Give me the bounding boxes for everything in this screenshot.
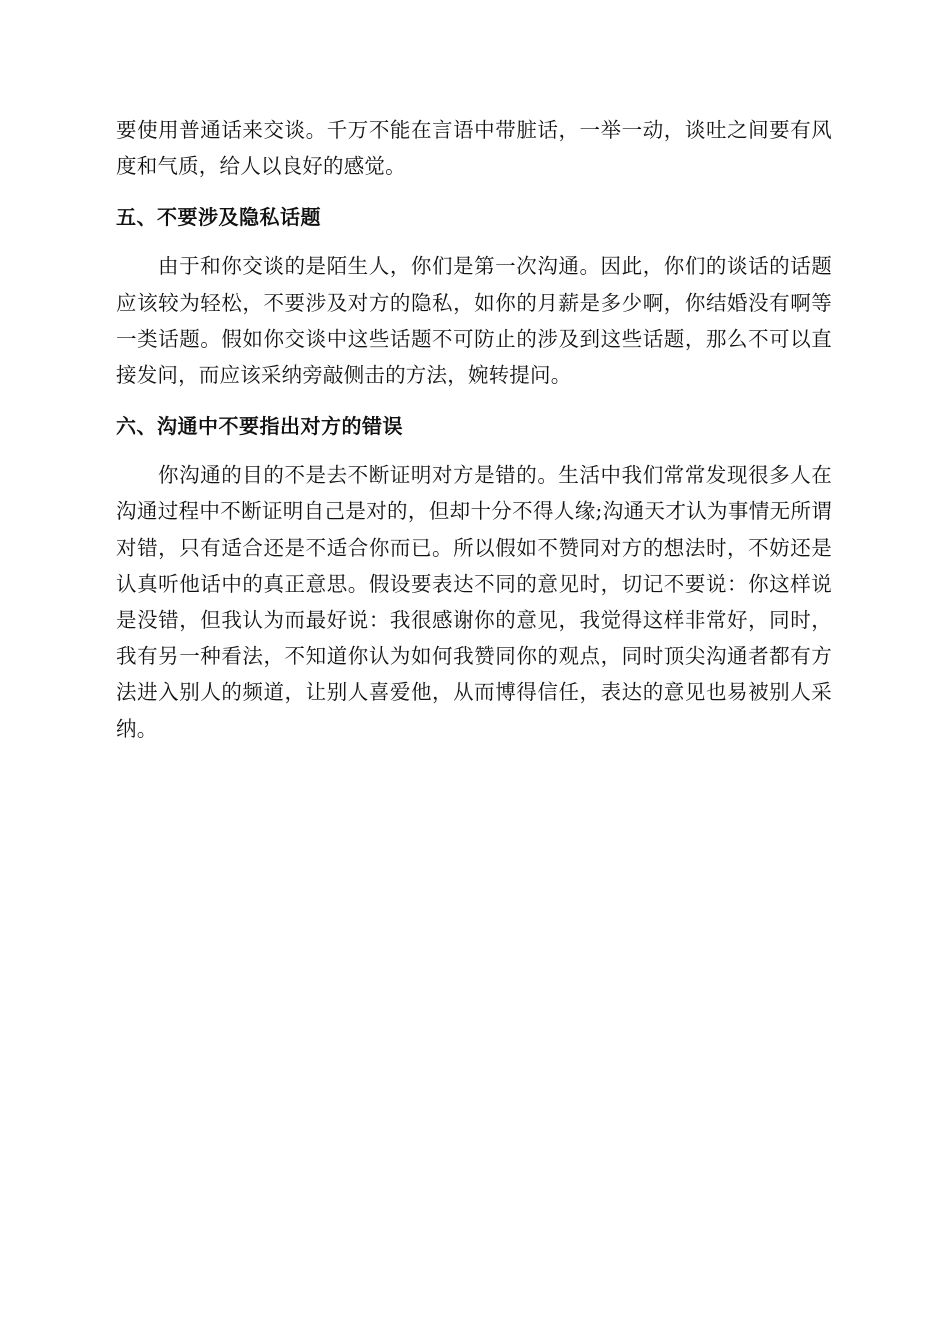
section-heading-mistakes: 六、沟通中不要指出对方的错误 xyxy=(116,414,403,439)
section-heading-privacy: 五、不要涉及隐私话题 xyxy=(116,205,321,230)
paragraph-mistakes: 你沟通的目的不是去不断证明对方是错的。生活中我们常常发现很多人在沟通过程中不断证明自己是对的，但却十分不得人缘;沟通天才认为事情无所谓对错，只有适合还是不适合你而已。所以假如不赞同对方的想法时，不妨还是认真听他话中的真正意思。假设要表达不同的意见时，切记不要说：你这样说是没错，但我认为而最好说：我很感谢你的意见，我觉得这样非常好，同时，我有另一种看法，不知道你认为如何我赞同你的观点，同时顶尖沟通者都有方法进入别人的频道，让别人喜爱他，从而博得信任，表达的意见也易被别人采纳。 xyxy=(116,463,832,741)
document-page xyxy=(116,112,832,747)
paragraph-privacy: 由于和你交谈的是陌生人，你们是第一次沟通。因此，你们的谈话的话题应该较为轻松，不要涉及对方的隐私，如你的月薪是多少啊，你结婚没有啊等一类话题。假如你交谈中这些话题不可防止的涉及到这些话题，那么不可以直接发问，而应该采纳旁敲侧击的方法，婉转提问。 xyxy=(116,254,832,388)
paragraph-intro: 要使用普通话来交谈。千万不能在言语中带脏话，一举一动，谈吐之间要有风度和气质，给人以良好的感觉。 xyxy=(116,118,832,179)
